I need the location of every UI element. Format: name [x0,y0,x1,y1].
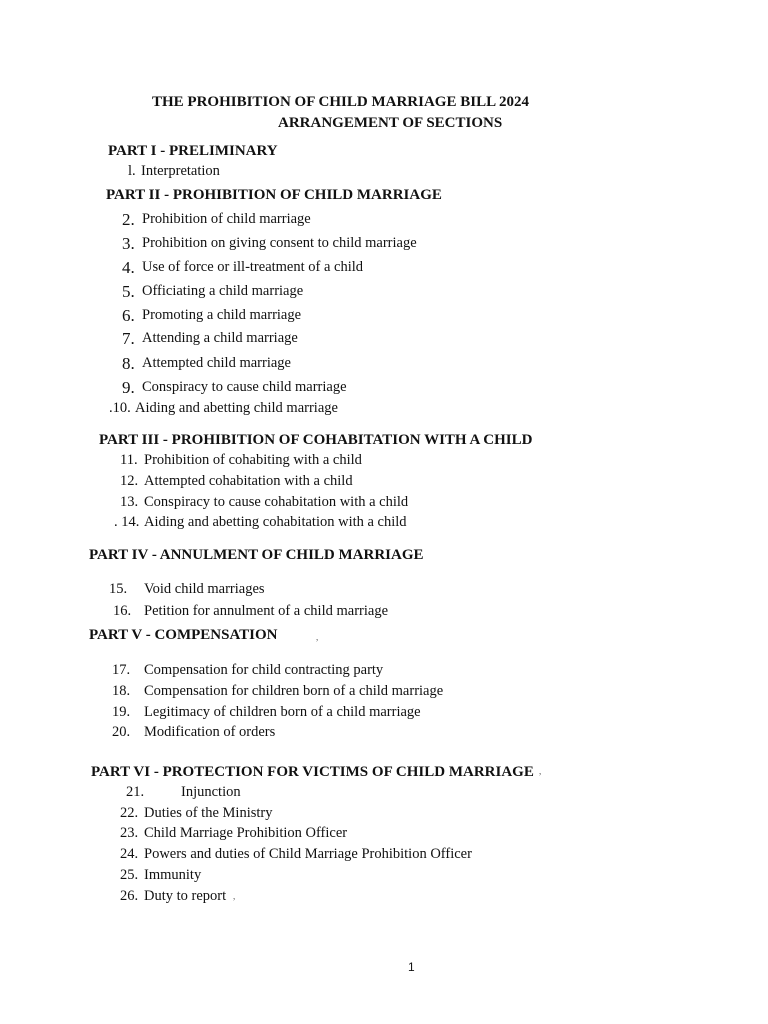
section-17-title: Compensation for child contracting party [144,662,384,678]
section-24-number: 24. [120,846,139,862]
part-1-heading: PART I - PRELIMINARY [108,143,278,159]
part-2-heading: PART II - PROHIBITION OF CHILD MARRIAGE [106,187,442,203]
section-5-number: 5. [122,282,135,301]
section-3-title: Prohibition on giving consent to child marriage [142,235,417,251]
section-22-title: Duties of the Ministry [144,805,273,821]
section-19-title: Legitimacy of children born of a child marriage [144,704,421,720]
section-1-title: Interpretation [141,163,220,179]
section-6-title: Promoting a child marriage [142,307,302,323]
section-23-title: Child Marriage Prohibition Officer [144,825,348,841]
stray-mark: , [316,632,319,642]
section-14-number: . 14. [114,514,140,530]
section-11-title: Prohibition of cohabiting with a child [144,452,362,468]
section-24-title: Powers and duties of Child Marriage Prohibition Officer [144,846,472,862]
part-4-heading: PART IV - ANNULMENT OF CHILD MARRIAGE [89,547,424,563]
section-12-title: Attempted cohabitation with a child [144,473,353,489]
section-6-number: 6. [122,306,135,325]
bill-title: THE PROHIBITION OF CHILD MARRIAGE BILL 2024 [152,94,529,110]
arrangement-heading: ARRANGEMENT OF SECTIONS [278,115,503,131]
section-10-number: .10. [109,400,131,416]
section-15-number: 15. [109,581,128,597]
section-9-number: 9. [122,378,135,397]
section-21-number: 21. [126,784,145,800]
stray-mark: , [233,891,236,901]
section-15-title: Void child marriages [144,581,265,597]
section-8-title: Attempted child marriage [142,355,291,371]
stray-mark: , [539,766,542,776]
section-9-title: Conspiracy to cause child marriage [142,379,347,395]
section-16-number: 16. [113,603,132,619]
section-22-number: 22. [120,805,139,821]
section-5-title: Officiating a child marriage [142,283,304,299]
section-21-title: Injunction [181,784,241,800]
section-18-number: 18. [112,683,131,699]
section-25-number: 25. [120,867,139,883]
section-8-number: 8. [122,354,135,373]
part-6-heading: PART VI - PROTECTION FOR VICTIMS OF CHILD MARRIAGE [91,764,534,780]
section-10-title: Aiding and abetting child marriage [135,400,338,416]
section-1-number: l. [128,163,136,179]
section-13-title: Conspiracy to cause cohabitation with a child [144,494,409,510]
section-23-number: 23. [120,825,139,841]
section-18-title: Compensation for children born of a child marriage [144,683,444,699]
section-4-title: Use of force or ill-treatment of a child [142,259,364,275]
section-26-number: 26. [120,888,139,904]
section-4-number: 4. [122,258,135,277]
section-2-title: Prohibition of child marriage [142,211,311,227]
section-16-title: Petition for annulment of a child marriage [144,603,389,619]
section-20-number: 20. [112,724,131,740]
part-5-heading: PART V - COMPENSATION [89,627,278,643]
section-13-number: 13. [120,494,139,510]
section-20-title: Modification of orders [144,724,276,740]
section-7-number: 7. [122,329,135,348]
section-26-title: Duty to report [144,888,227,904]
section-2-number: 2. [122,210,135,229]
section-11-number: 11. [120,452,138,468]
section-17-number: 17. [112,662,131,678]
section-19-number: 19. [112,704,131,720]
page-number: 1 [408,960,415,974]
section-7-title: Attending a child marriage [142,330,298,346]
section-3-number: 3. [122,234,135,253]
section-25-title: Immunity [144,867,202,883]
section-12-number: 12. [120,473,139,489]
part-3-heading: PART III - PROHIBITION OF COHABITATION WITH A CHILD [99,432,533,448]
section-14-title: Aiding and abetting cohabitation with a child [144,514,407,530]
